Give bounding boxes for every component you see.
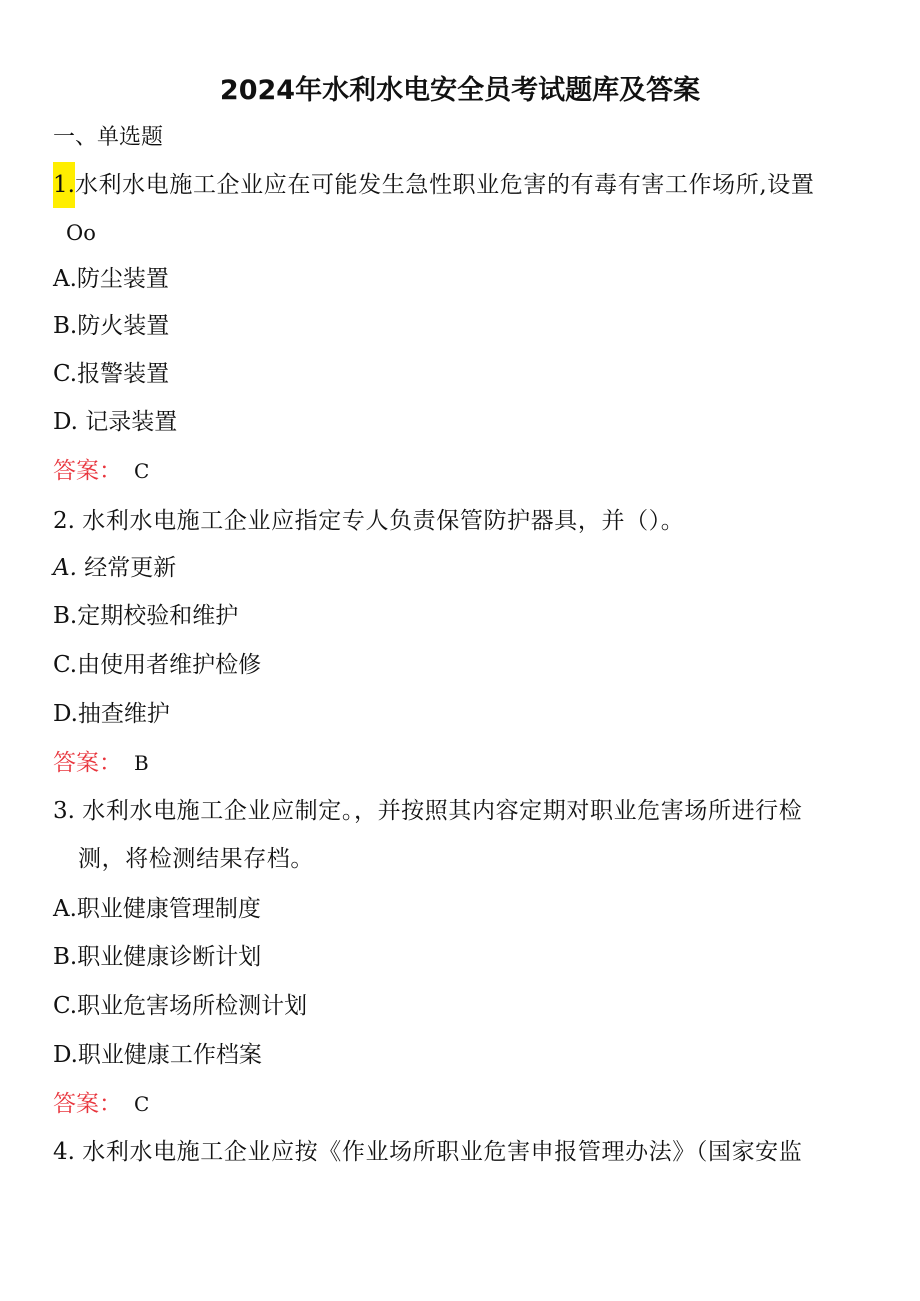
question-2-answer: [53, 748, 149, 778]
question-1: [53, 170, 814, 200]
question-1-number: 1.: [53, 162, 75, 208]
question-2-option-a-text: 经常更新: [84, 555, 177, 581]
answer-value: C: [134, 1092, 150, 1116]
question-2-option-a: [53, 553, 176, 583]
section-heading: 一、单选题: [53, 125, 164, 150]
question-2-text: 水利水电施工企业应指定专人负责保管防护器具，并（）。: [82, 508, 685, 534]
question-3: [53, 796, 802, 826]
question-1-text-continued: Oo: [66, 221, 96, 245]
question-3-option-c: C.职业危害场所检测计划: [53, 993, 308, 1019]
question-4-text: 水利水电施工企业应按《作业场所职业危害申报管理办法》（国家安监: [82, 1139, 803, 1165]
question-1-option-c: C.报警装置: [53, 361, 170, 387]
question-4: [53, 1137, 802, 1167]
question-3-text-continued: 测，将检测结果存档。: [78, 846, 314, 872]
answer-label: 答案：: [53, 458, 122, 484]
question-3-option-b: B.职业健康诊断计划: [53, 944, 262, 970]
answer-label: 答案：: [53, 1091, 122, 1117]
question-3-option-d: D.职业健康工作档案: [53, 1042, 262, 1068]
question-1-option-b: B.防火装置: [53, 313, 170, 339]
question-3-text: 水利水电施工企业应制定。，并按照其内容定期对职业危害场所进行检: [82, 798, 803, 824]
question-1-option-d: D. 记录装置: [53, 409, 178, 435]
answer-label: 答案：: [53, 750, 122, 776]
answer-value: B: [134, 751, 149, 775]
question-1-text: 水利水电施工企业应在可能发生急性职业危害的有毒有害工作场所,设置: [74, 172, 815, 198]
question-2: [53, 506, 684, 536]
question-1-option-a: A.防尘装置: [53, 266, 169, 292]
question-2-option-d: D.抽查维护: [53, 701, 170, 727]
document-title: 2024年水利水电安全员考试题库及答案: [219, 75, 701, 106]
question-3-number: 3.: [53, 798, 75, 824]
question-2-option-a-letter: A.: [53, 555, 77, 581]
question-2-option-b: B.定期校验和维护: [53, 603, 239, 629]
question-2-number: 2.: [53, 508, 75, 534]
question-3-answer: [53, 1089, 149, 1119]
question-4-number: 4.: [53, 1139, 75, 1165]
question-2-option-c: C.由使用者维护检修: [53, 652, 262, 678]
question-3-option-a: A.职业健康管理制度: [53, 896, 261, 922]
question-1-answer: [53, 456, 149, 486]
answer-value: C: [134, 459, 150, 483]
